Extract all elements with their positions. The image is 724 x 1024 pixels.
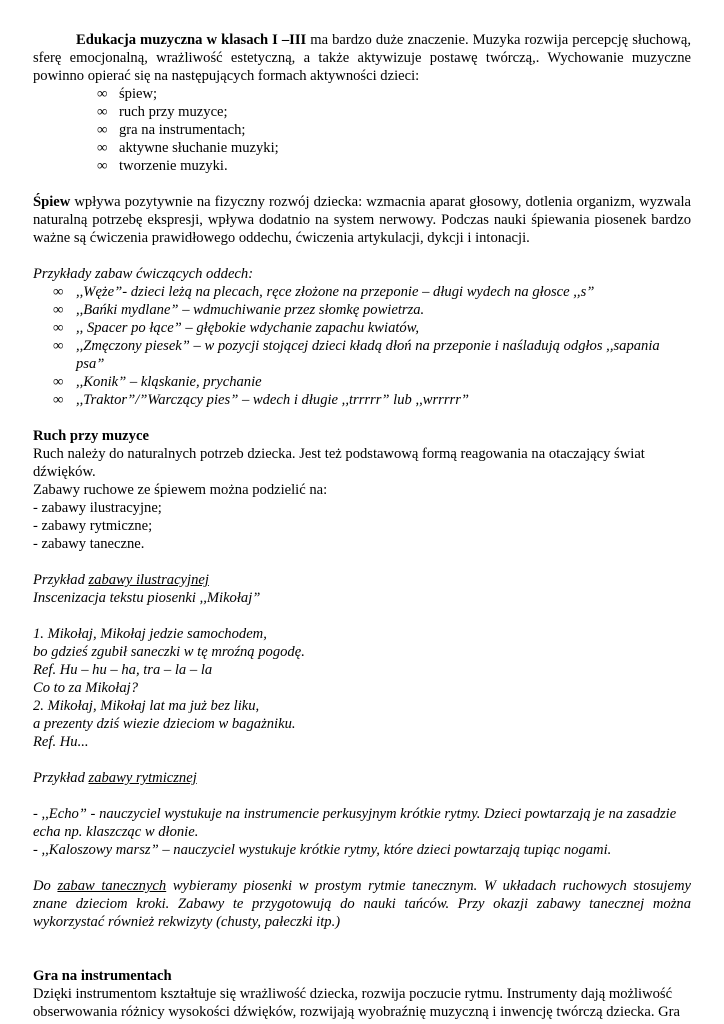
activity-list [33,85,691,175]
list-item: ∞ śpiew; [97,86,158,102]
ruch-text-1: Ruch należy do naturalnych potrzeb dziecka. Jest też podstawową formą reagowania na otaczający świat dźwięków. [33,446,645,480]
infinity-bullet-icon: ∞ [53,320,64,336]
list-item: - zabawy taneczne. [33,536,145,552]
illustrative-example-term: zabawy ilustracyjnej [88,572,209,588]
infinity-bullet-icon: ∞ [97,104,108,120]
list-item: ∞ ,,Węże”- dzieci leżą na plecach, ręce złożone na przeponie – długi wydech na głosce ,,s” [53,284,595,300]
gra-heading: Gra na instrumentach [33,968,172,984]
dance-term: zabaw tanecznych [57,878,167,894]
illustrative-example-subtitle: Inscenizacja tekstu piosenki ,,Mikołaj” [33,590,261,606]
list-item: ∞ ruch przy muzyce; [97,104,228,120]
list-item: - zabawy rytmiczne; [33,518,153,534]
list-item: ∞ ,, Spacer po łące” – głębokie wdychanie zapachu kwiatów, [53,320,420,336]
list-item: ∞ aktywne słuchanie muzyki; [97,140,279,156]
infinity-bullet-icon: ∞ [53,374,64,390]
song-lyrics [33,625,691,751]
infinity-bullet-icon: ∞ [97,158,108,174]
infinity-bullet-icon: ∞ [97,140,108,156]
spiew-text: wpływa pozytywnie na fizyczny rozwój dziecka: wzmacnia aparat głosowy, dotlenia organizm, wyzwala naturalną potrzebę ekspresji, wpływa dodatnio na system nerwowy. Podczas nauki śpiewania piosenek bardzo ważne są ćwiczenia prawidłowego oddechu, ćwiczenia artykulacji, dykcji i intonacji. [33,194,691,246]
list-item: ∞ tworzenie muzyki. [97,158,228,174]
list-item: ∞ ,,Zmęczony piesek” – w pozycji stojącej dzieci kładą dłoń na przeponie i naśladują odgłos ,,sapania psa” [53,338,660,372]
song-line: 1. Mikołaj, Mikołaj jedzie samochodem, [33,626,267,642]
dance-paragraph: Do zabaw tanecznych wybieramy piosenki w prostym rytmie tanecznym. W układach ruchowych stosujemy znane dzieciom kroki. Zabawy te przygotowują do nauki tańców. Przy okazji zabawy tanecznej można wykorzystać również rekwizyty (chusty, pałeczki itp.) [33,878,691,930]
intro-text: ma bardzo duże znaczenie. Muzyka rozwija percepcję słuchową, sferę emocjonalną, wrażliwość estetyczną, a także aktywizuje postawę twórczą,. Wychowanie muzyczne powinno opierać się na następujących formach aktywności dzieci: [33,32,691,84]
song-line: Ref. Hu – hu – ha, tra – la – la [33,662,213,678]
breathing-examples-list [33,283,691,409]
rhythmic-example-term: zabawy rytmicznej [88,770,197,786]
gra-line-2: obserwowania różnicy wysokości dźwięków, rozwijają wyobraźnię muzyczną i inwencję twórczą dziecka. Gra [33,1004,680,1020]
infinity-bullet-icon: ∞ [53,302,64,318]
list-item: ∞ gra na instrumentach; [97,122,246,138]
infinity-bullet-icon: ∞ [53,392,64,408]
ruch-text-2: Zabawy ruchowe ze śpiewem można podzielić na: [33,482,328,498]
list-item: ∞ ,,Bańki mydlane” – wdmuchiwanie przez słomkę powietrza. [53,302,425,318]
rhythm-game-echo: - ,,Echo” - nauczyciel wystukuje na instrumencie perkusyjnym krótkie rytmy. Dzieci powtarzają je na zasadzie echa np. klaszcząc w dłonie. [33,806,677,840]
infinity-bullet-icon: ∞ [53,284,64,300]
song-line: a prezenty dziś wiezie dzieciom w bagażniku. [33,716,296,732]
infinity-bullet-icon: ∞ [53,338,64,354]
ruch-heading: Ruch przy muzyce [33,428,149,444]
illustrative-example-heading: Przykład zabawy ilustracyjnej [33,572,209,588]
document-page [33,31,691,1021]
song-line: bo gdzieś zgubił saneczki w tę mroźną pogodę. [33,644,305,660]
infinity-bullet-icon: ∞ [97,122,108,138]
infinity-bullet-icon: ∞ [97,86,108,102]
gra-line-1: Dzięki instrumentom kształtuje się wrażliwość dziecka, rozwija poczucie rytmu. Instrumenty dają możliwość [33,986,673,1002]
breathing-examples-heading: Przykłady zabaw ćwiczących oddech: [33,266,254,282]
list-item: ∞ ,,Traktor”/”Warczący pies” – wdech i długie ,,trrrrr” lub ,,wrrrrr” [53,392,470,408]
song-line: Ref. Hu... [33,734,89,750]
spiew-bold: Śpiew [33,194,71,210]
spiew-paragraph [33,193,691,247]
intro-paragraph [33,31,691,85]
list-item: ∞ ,,Konik” – kląskanie, prychanie [53,374,262,390]
intro-bold: Edukacja muzyczna w klasach I –III [76,32,307,48]
rhythmic-example-heading: Przykład zabawy rytmicznej [33,770,197,786]
rhythm-game-march: - ,,Kaloszowy marsz” – nauczyciel wystukuje krótkie rytmy, które dzieci powtarzają tupiąc nogami. [33,842,612,858]
song-line: 2. Mikołaj, Mikołaj lat ma już bez liku, [33,698,260,714]
list-item: - zabawy ilustracyjne; [33,500,162,516]
song-line: Co to za Mikołaj? [33,680,138,696]
